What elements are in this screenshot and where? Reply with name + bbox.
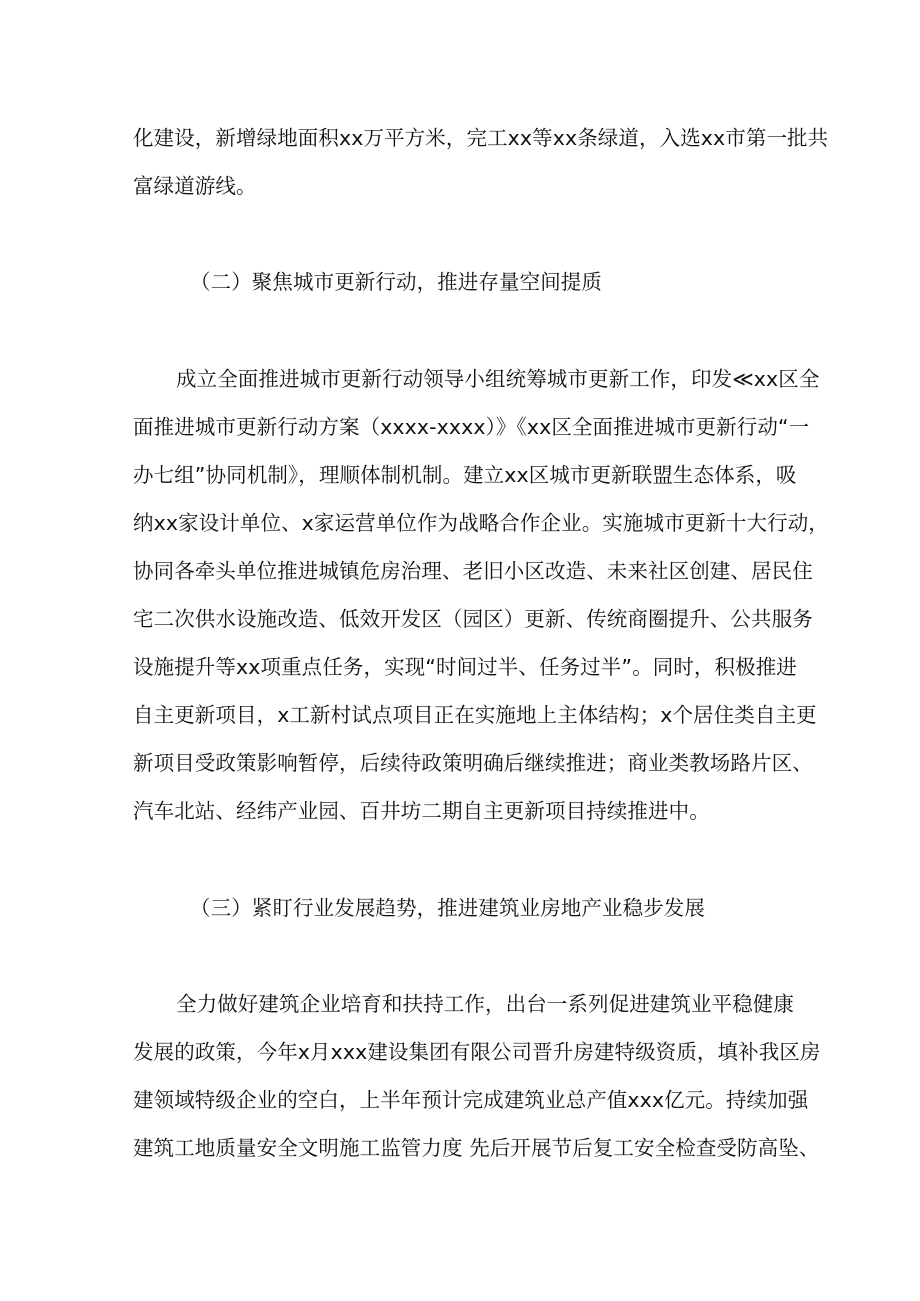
paragraph-line: 协同各牵头单位推进城镇危房治理、老旧小区改造、未来社区创建、居民住 (133, 559, 813, 583)
paragraph-line: 宅二次供水设施改造、低效开发区（园区）更新、传统商圈提升、公共服务 (133, 607, 813, 631)
section-heading-2: （二）聚焦城市更新行动，推进存量空间提质 (190, 270, 602, 294)
paragraph-line: 全力做好建筑企业培育和扶持工作，出台一系列促进建筑业平稳健康 (176, 992, 794, 1016)
paragraph-line: 自主更新项目，x工新村试点项目正在实施地上主体结构；x个居住类自主更 (133, 703, 817, 727)
paragraph-line: 化建设，新增绿地面积xx万平方米，完工xx等xx条绿道，入选xx市第一批共 (133, 126, 829, 150)
paragraph-line: 富绿道游线。 (133, 174, 257, 198)
paragraph-line: 面推进城市更新行动方案（xxxx-xxxx）》《xx区全面推进城市更新行动“一 (133, 415, 810, 439)
paragraph-line: 汽车北站、经纬产业园、百井坊二期自主更新项目持续推进中。 (133, 799, 710, 823)
paragraph-line: 新项目受政策影响暂停，后续待政策明确后继续推进；商业类教场路片区、 (133, 751, 813, 775)
paragraph-line: 发展的政策，今年x月xxx建设集团有限公司晋升房建特级资质，填补我区房 (133, 1040, 821, 1064)
section-heading-3: （三）紧盯行业发展趋势，推进建筑业房地产业稳步发展 (190, 896, 705, 920)
paragraph-line: 建领域特级企业的空白，上半年预计完成建筑业总产值xxx亿元。持续加强 (133, 1088, 809, 1112)
paragraph-line: 建筑工地质量安全文明施工监管力度 先后开展节后复工安全检查受防高坠、 (133, 1136, 820, 1160)
paragraph-line: 成立全面推进城市更新行动领导小组统筹城市更新工作，印发≪xx区全 (176, 367, 820, 391)
paragraph-line: 纳xx家设计单位、x家运营单位作为战略合作企业。实施城市更新十大行动， (133, 511, 829, 535)
paragraph-line: 设施提升等xx项重点任务，实现“时间过半、任务过半”。同时，积极推进 (133, 655, 797, 679)
paragraph-line: 办七组”协同机制》，理顺体制机制。建立xx区城市更新联盟生态体系，吸 (133, 463, 797, 487)
